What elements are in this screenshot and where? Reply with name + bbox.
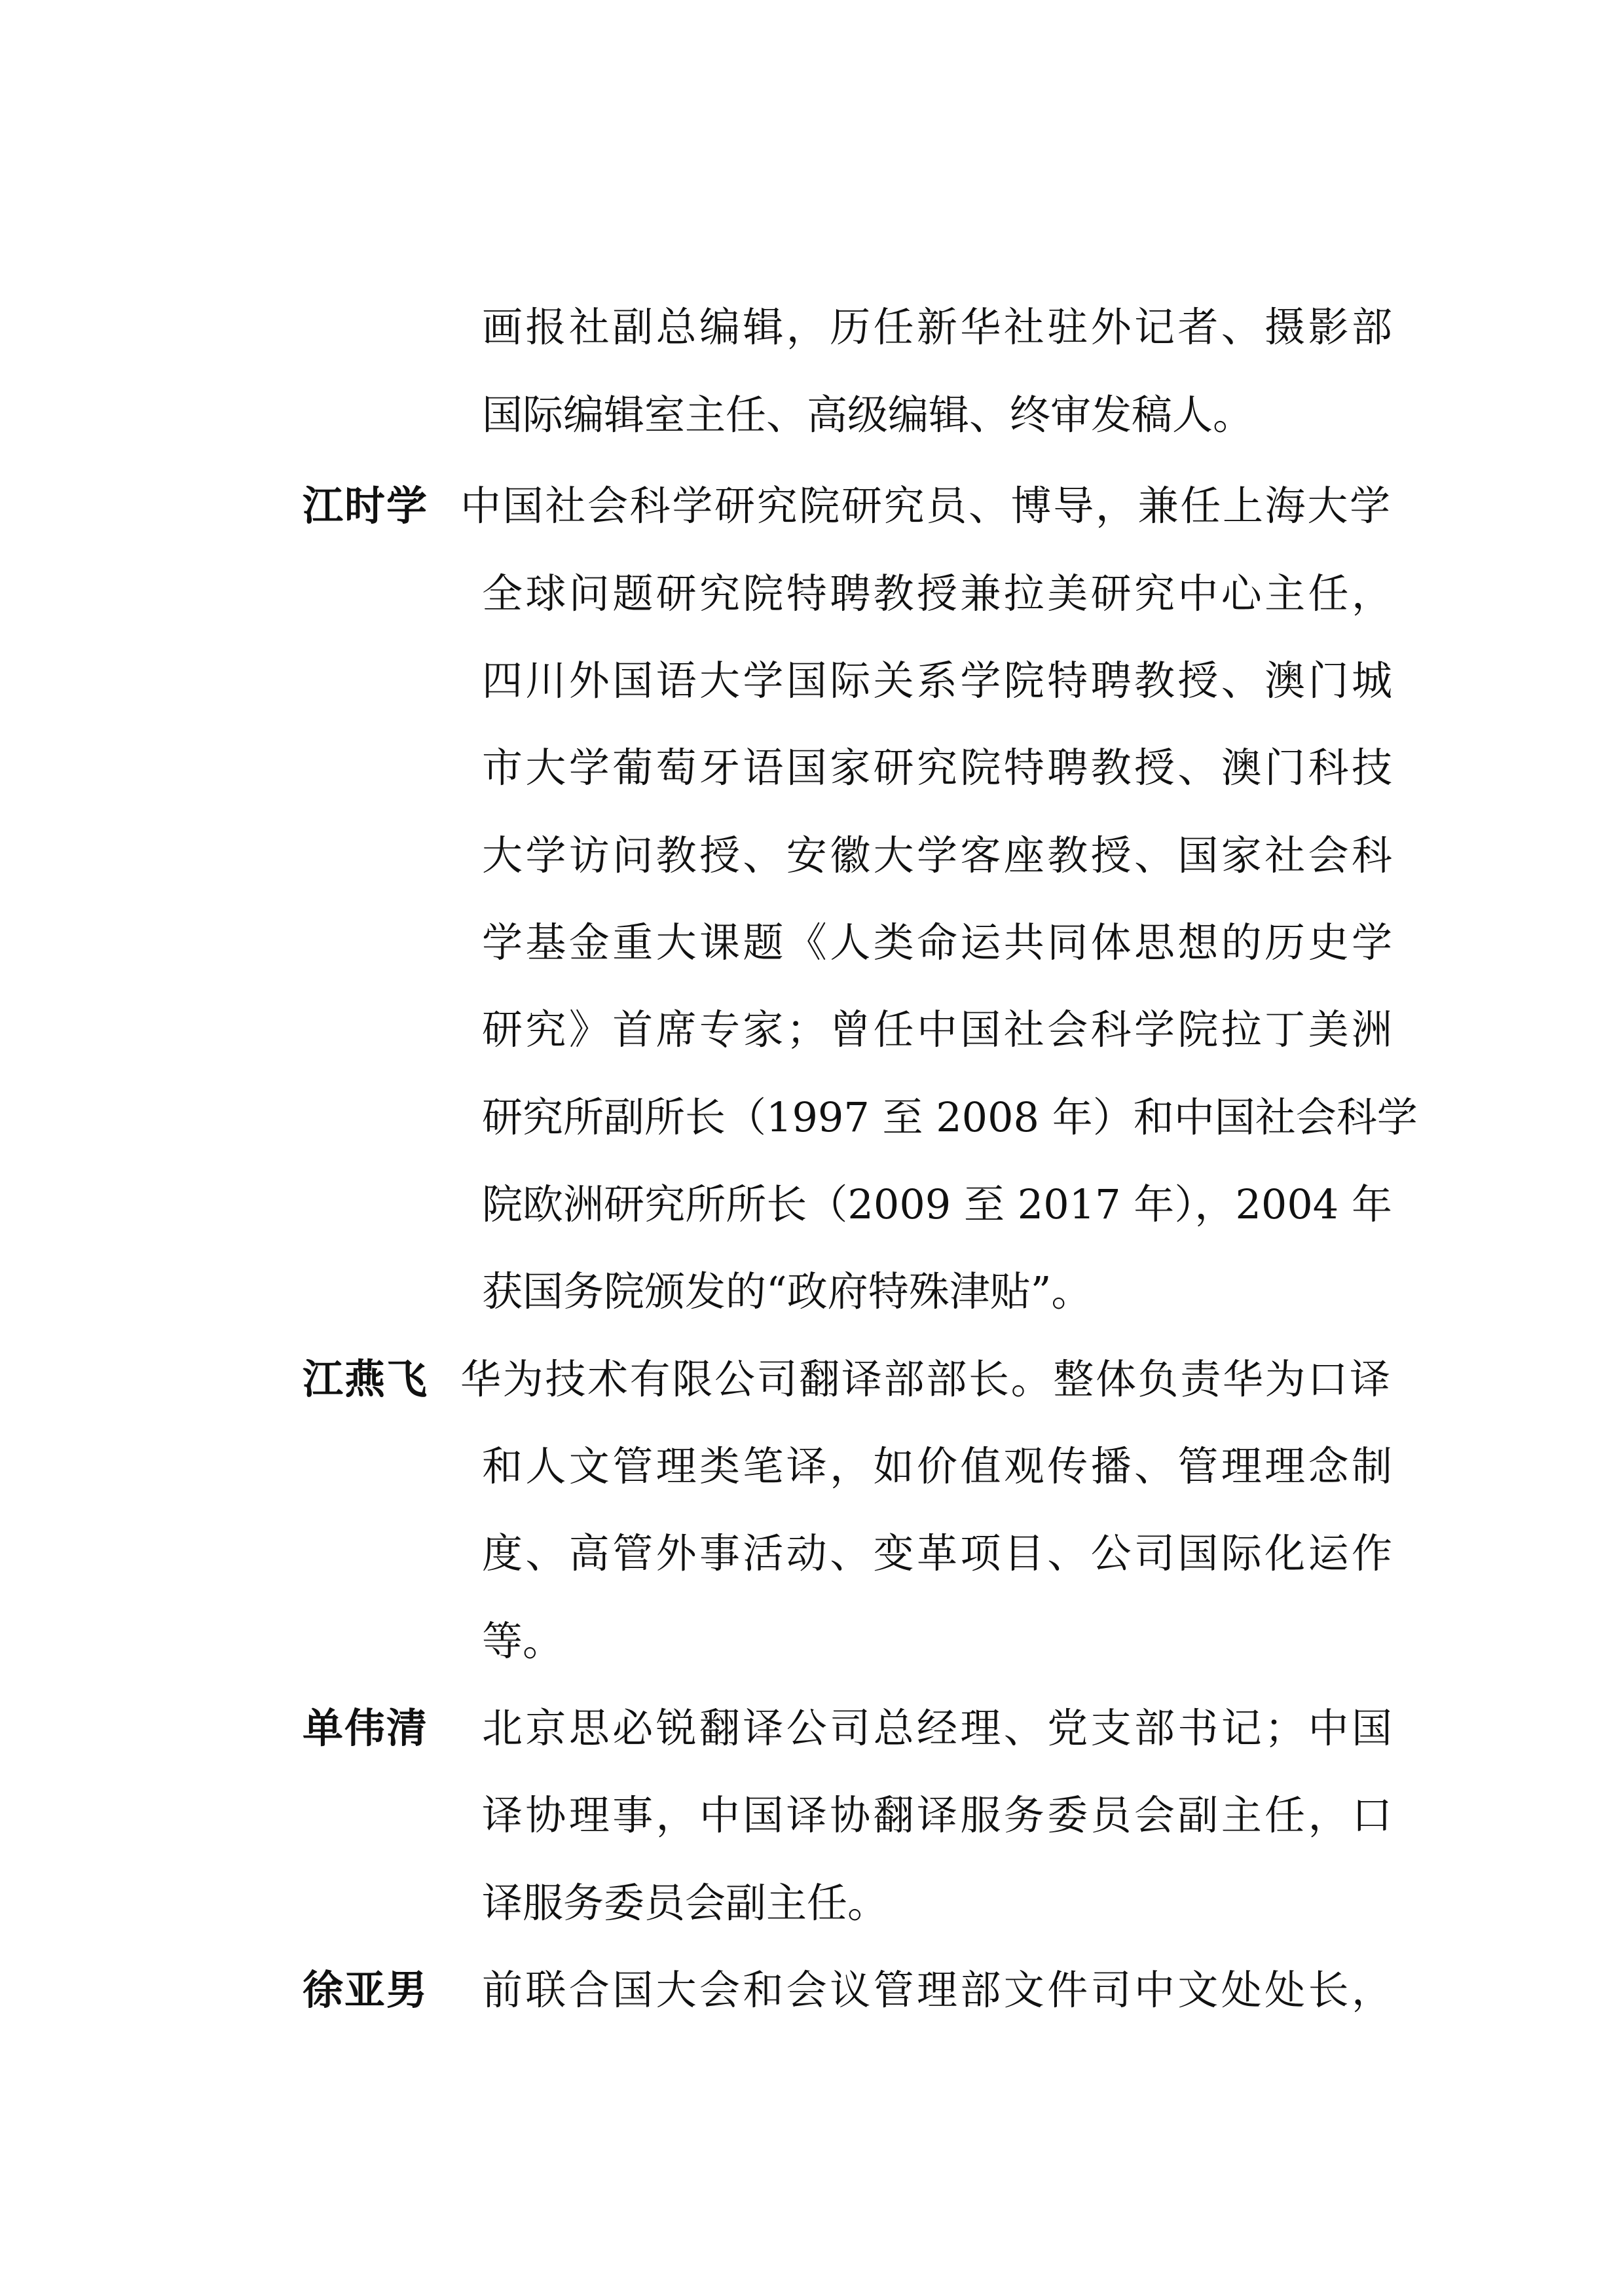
entry-name: 徐亚男 [303,1966,429,2014]
entry-line: 译服务委员会副主任。 [482,1879,889,1927]
entry-line: 研究》首席专家；曾任中国社会科学院拉丁美洲 [482,1006,1392,1053]
entry-line: 全球问题研究院特聘教授兼拉美研究中心主任， [482,570,1392,617]
entry-line: 学基金重大课题《人类命运共同体思想的历史学 [482,919,1392,966]
entry-line: 译协理事，中国译协翻译服务委员会副主任，口 [482,1791,1392,1839]
entry-line: 北京思必锐翻译公司总经理、党支部书记；中国 [482,1704,1392,1752]
entry-line: 前联合国大会和会议管理部文件司中文处处长， [482,1966,1392,2014]
entry-line: 市大学葡萄牙语国家研究院特聘教授、澳门科技 [482,744,1392,792]
entry-line: 画报社副总编辑，历任新华社驻外记者、摄影部 [482,303,1392,351]
entry-line: 大学访问教授、安徽大学客座教授、国家社会科 [482,831,1392,879]
entry-line: 和人文管理类笔译，如价值观传播、管理理念制 [482,1442,1392,1490]
entry-line: 获国务院颁发的“政府特殊津贴”。 [482,1267,1092,1315]
entry-line: 中国社会科学研究院研究员、博导，兼任上海大学 [460,482,1390,530]
entry-line: 华为技术有限公司翻译部部长。整体负责华为口译 [460,1355,1390,1403]
entry-line: 国际编辑室主任、高级编辑、终审发稿人。 [482,391,1254,439]
entry-line: 四川外国语大学国际关系学院特聘教授、澳门城 [482,657,1392,704]
entry-line: 研究所副所长（1997 至 2008 年）和中国社会科学 [482,1093,1418,1141]
entry-name: 江时学 [303,482,429,530]
entry-name: 江燕飞 [303,1355,429,1403]
entry-line: 等。 [482,1617,564,1665]
entry-line: 度、高管外事活动、变革项目、公司国际化运作 [482,1529,1392,1577]
entry-name: 单伟清 [303,1704,429,1752]
entry-line: 院欧洲研究所所长（2009 至 2017 年），2004 年 [482,1180,1392,1228]
